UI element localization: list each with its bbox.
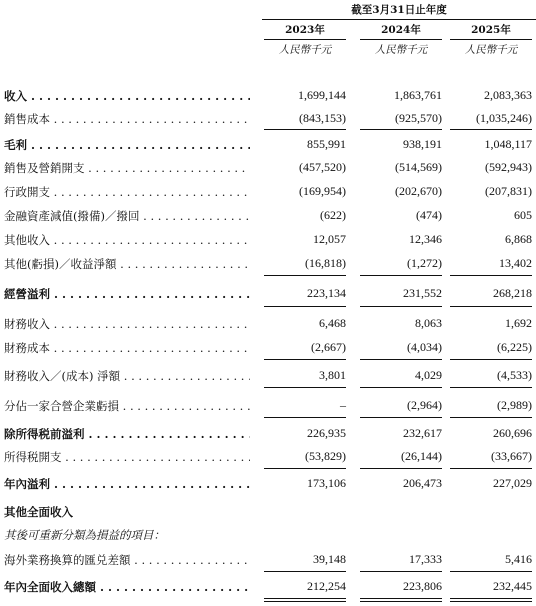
row-label: 所得税開支 . . . bbox=[4, 449, 250, 465]
table-row bbox=[0, 576, 536, 598]
value-2023: (53,829) bbox=[305, 449, 346, 463]
value-2025: (1,035,246) bbox=[476, 111, 532, 125]
value-2024: 231,552 bbox=[403, 286, 442, 300]
value-2023: (622) bbox=[320, 208, 346, 222]
year-header-2023: 2023年 bbox=[264, 22, 346, 40]
subsection-heading bbox=[0, 524, 536, 546]
value-2024: (1,272) bbox=[407, 256, 442, 270]
subtotal-rule bbox=[360, 468, 442, 469]
table-row bbox=[0, 395, 536, 417]
value-2023: – bbox=[340, 398, 346, 412]
subtotal-rule bbox=[450, 359, 532, 360]
value-2024: 223,806 bbox=[403, 579, 442, 593]
value-2024: 12,346 bbox=[409, 232, 442, 246]
row-label: 行政開支 . . . bbox=[4, 184, 250, 200]
value-2023: 3,801 bbox=[319, 368, 346, 382]
value-2023: (169,954) bbox=[299, 184, 346, 198]
unit-label-2025: 人民幣千元 bbox=[464, 44, 518, 56]
value-2025: 1,048,117 bbox=[484, 137, 532, 151]
unit-label-2023: 人民幣千元 bbox=[278, 44, 332, 56]
row-label: 銷售及營銷開支 . . . bbox=[4, 160, 250, 176]
value-2024: 206,473 bbox=[403, 476, 442, 490]
row-label: 銷售成本 . . . bbox=[4, 111, 250, 127]
subtotal-rule bbox=[264, 306, 346, 307]
row-label: 收入 . . . bbox=[4, 88, 250, 104]
row-label: 其他收入 . . . bbox=[4, 232, 250, 248]
value-2025: (6,225) bbox=[497, 340, 532, 354]
value-2023: (843,153) bbox=[299, 111, 346, 125]
table-row bbox=[0, 549, 536, 571]
table-row bbox=[0, 181, 536, 203]
value-2023: 39,148 bbox=[313, 552, 346, 566]
row-label: 其後可重新分類為損益的項目： bbox=[4, 528, 165, 542]
row-label: 分佔一家合營企業虧損 . . . bbox=[4, 398, 250, 414]
value-2024: (4,034) bbox=[407, 340, 442, 354]
subtotal-rule bbox=[360, 359, 442, 360]
value-2025: 260,696 bbox=[493, 426, 532, 440]
subtotal-rule bbox=[450, 417, 532, 418]
value-2025: 605 bbox=[514, 208, 532, 222]
subtotal-rule bbox=[360, 417, 442, 418]
table-row bbox=[0, 229, 536, 251]
value-2024: 938,191 bbox=[403, 137, 442, 151]
subtotal-rule bbox=[360, 571, 442, 572]
table-row bbox=[0, 473, 536, 495]
value-2025: (2,989) bbox=[497, 398, 532, 412]
row-label: 經營溢利 . . . bbox=[4, 286, 250, 302]
value-2024: (2,964) bbox=[407, 398, 442, 412]
subtotal-rule bbox=[450, 571, 532, 572]
row-label: 年內溢利 . . . bbox=[4, 476, 250, 492]
value-2023: 6,468 bbox=[319, 316, 346, 330]
subtotal-rule bbox=[264, 571, 346, 572]
table-row bbox=[0, 157, 536, 179]
table-row bbox=[0, 365, 536, 387]
period-header: 截至3月31日止年度 bbox=[262, 2, 536, 20]
value-2023: 12,057 bbox=[313, 232, 346, 246]
table-row bbox=[0, 423, 536, 445]
value-2023: (457,520) bbox=[299, 160, 346, 174]
value-2023: 173,106 bbox=[307, 476, 346, 490]
subtotal-rule bbox=[450, 129, 532, 130]
value-2024: (202,670) bbox=[395, 184, 442, 198]
row-label: 海外業務換算的匯兑差額 . . . bbox=[4, 552, 250, 568]
subtotal-rule bbox=[264, 417, 346, 418]
row-label: 財務成本 . . . bbox=[4, 340, 250, 356]
value-2025: 268,218 bbox=[493, 286, 532, 300]
subtotal-rule bbox=[360, 275, 442, 276]
table-row bbox=[0, 108, 536, 130]
value-2023: 226,935 bbox=[307, 426, 346, 440]
value-2025: (592,943) bbox=[485, 160, 532, 174]
value-2024: (925,570) bbox=[395, 111, 442, 125]
table-row bbox=[0, 134, 536, 156]
row-label: 其他全面收入 bbox=[4, 505, 73, 519]
value-2023: 223,134 bbox=[307, 286, 346, 300]
subtotal-rule bbox=[264, 359, 346, 360]
table-row bbox=[0, 283, 536, 305]
year-header-2025: 2025年 bbox=[450, 22, 532, 40]
value-2025: (4,533) bbox=[497, 368, 532, 382]
subtotal-rule bbox=[450, 387, 532, 388]
subtotal-rule bbox=[360, 129, 442, 130]
value-2024: 1,863,761 bbox=[394, 88, 442, 102]
row-label: 財務收入／(成本) 淨額 . . . bbox=[4, 368, 250, 384]
total-double-rule bbox=[450, 598, 532, 602]
table-row bbox=[0, 313, 536, 335]
value-2024: 232,617 bbox=[403, 426, 442, 440]
value-2025: (33,667) bbox=[491, 449, 532, 463]
subtotal-rule bbox=[450, 468, 532, 469]
row-label: 金融資產減值(撥備)／撥回 . . . bbox=[4, 208, 250, 224]
value-2024: 8,063 bbox=[415, 316, 442, 330]
subtotal-rule bbox=[264, 275, 346, 276]
row-label: 毛利 . . . bbox=[4, 137, 250, 153]
subtotal-rule bbox=[360, 387, 442, 388]
value-2024: 17,333 bbox=[409, 552, 442, 566]
subtotal-rule bbox=[450, 275, 532, 276]
value-2025: (207,831) bbox=[485, 184, 532, 198]
value-2023: (2,667) bbox=[311, 340, 346, 354]
table-row bbox=[0, 205, 536, 227]
section-heading bbox=[0, 501, 536, 523]
value-2025: 1,692 bbox=[505, 316, 532, 330]
table-row bbox=[0, 446, 536, 468]
value-2025: 6,868 bbox=[505, 232, 532, 246]
year-header-2024: 2024年 bbox=[360, 22, 442, 40]
row-label: 其他(虧損)／收益淨額 . . . bbox=[4, 256, 250, 272]
value-2025: 232,445 bbox=[493, 579, 532, 593]
value-2023: 212,254 bbox=[307, 579, 346, 593]
unit-label-2024: 人民幣千元 bbox=[374, 44, 428, 56]
subtotal-rule bbox=[264, 468, 346, 469]
row-label: 年內全面收入總額 . . . bbox=[4, 579, 250, 595]
value-2024: (26,144) bbox=[401, 449, 442, 463]
value-2025: 13,402 bbox=[499, 256, 532, 270]
table-row bbox=[0, 337, 536, 359]
value-2025: 5,416 bbox=[505, 552, 532, 566]
value-2025: 2,083,363 bbox=[484, 88, 532, 102]
table-row bbox=[0, 253, 536, 275]
subtotal-rule bbox=[450, 306, 532, 307]
subtotal-rule bbox=[264, 129, 346, 130]
subtotal-rule bbox=[264, 387, 346, 388]
row-label: 財務收入 . . . bbox=[4, 316, 250, 332]
value-2024: 4,029 bbox=[415, 368, 442, 382]
subtotal-rule bbox=[360, 306, 442, 307]
row-label: 除所得税前溢利 . . . bbox=[4, 426, 250, 442]
value-2024: (474) bbox=[416, 208, 442, 222]
value-2025: 227,029 bbox=[493, 476, 532, 490]
value-2023: 1,699,144 bbox=[298, 88, 346, 102]
value-2023: (16,818) bbox=[305, 256, 346, 270]
table-row bbox=[0, 85, 536, 107]
total-double-rule bbox=[264, 598, 346, 602]
value-2024: (514,569) bbox=[395, 160, 442, 174]
value-2023: 855,991 bbox=[307, 137, 346, 151]
total-double-rule bbox=[360, 598, 442, 602]
